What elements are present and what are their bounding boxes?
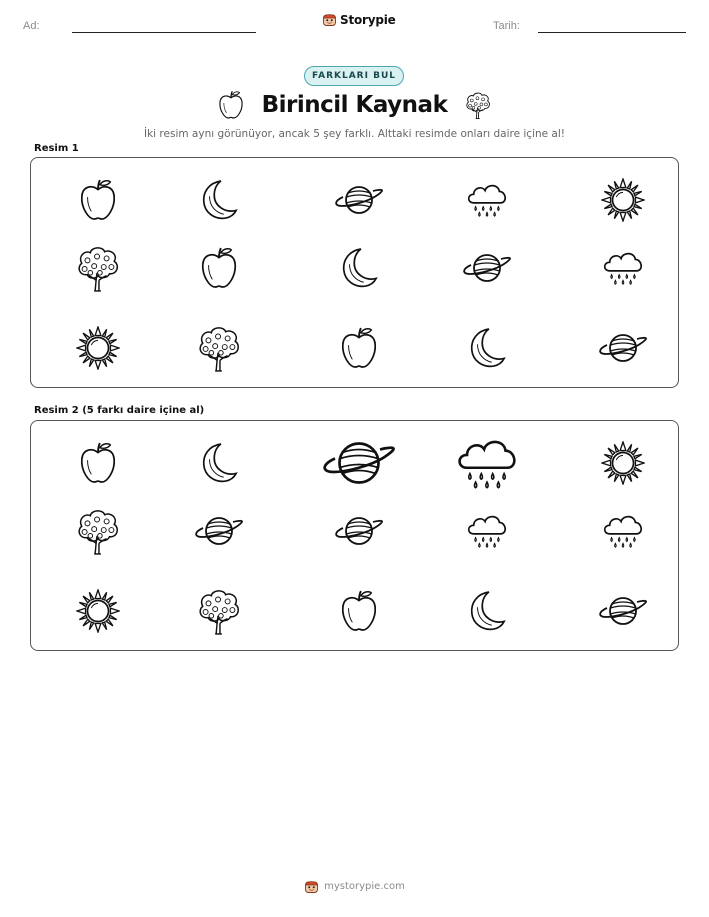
planet-icon[interactable] bbox=[193, 515, 245, 547]
apple-icon bbox=[340, 326, 378, 370]
picture2-label: Resim 2 (5 farkı daire içine al) bbox=[34, 405, 205, 416]
moon-icon bbox=[340, 247, 378, 289]
picture1-label: Resim 1 bbox=[34, 143, 79, 154]
cloud-icon[interactable] bbox=[601, 512, 645, 550]
date-label: Tarih: bbox=[493, 20, 520, 32]
storypie-mascot-icon bbox=[322, 12, 337, 27]
footer bbox=[0, 879, 709, 894]
apple-icon bbox=[79, 178, 117, 222]
tree-icon bbox=[197, 324, 241, 372]
tree-icon bbox=[465, 90, 491, 120]
cloud-icon bbox=[465, 181, 509, 219]
title-row bbox=[0, 90, 709, 120]
planet-icon bbox=[333, 184, 385, 216]
name-label: Ad: bbox=[23, 20, 40, 32]
brand-name: Storypie bbox=[340, 12, 396, 27]
page-title: Birincil Kaynak bbox=[261, 92, 448, 118]
apple-icon[interactable] bbox=[79, 441, 117, 485]
moon-icon bbox=[200, 179, 238, 221]
tree-icon bbox=[76, 244, 120, 292]
tree-icon[interactable] bbox=[197, 587, 241, 635]
instructions: İki resim aynı görünüyor, ancak 5 şey farklı. Alttaki resimde onları daire içine al! bbox=[144, 128, 565, 140]
footer-url[interactable]: mystorypie.com bbox=[324, 881, 405, 892]
apple-icon bbox=[218, 90, 244, 120]
sun-icon[interactable] bbox=[76, 589, 120, 633]
planet-icon[interactable] bbox=[597, 595, 649, 627]
planet-icon[interactable] bbox=[333, 515, 385, 547]
moon-icon[interactable] bbox=[468, 590, 506, 632]
cloud-icon bbox=[601, 249, 645, 287]
picture1-panel bbox=[30, 157, 679, 388]
worksheet-type-badge: FARKLARI BUL bbox=[304, 66, 404, 86]
apple-icon[interactable] bbox=[340, 589, 378, 633]
sun-icon bbox=[76, 326, 120, 370]
planet-icon[interactable] bbox=[320, 439, 398, 487]
planet-icon bbox=[461, 252, 513, 284]
apple-icon bbox=[200, 246, 238, 290]
date-line[interactable] bbox=[538, 32, 686, 33]
name-line[interactable] bbox=[72, 32, 256, 33]
moon-icon bbox=[468, 327, 506, 369]
storypie-mascot-icon bbox=[304, 879, 319, 894]
cloud-icon[interactable] bbox=[465, 512, 509, 550]
sun-icon[interactable] bbox=[601, 441, 645, 485]
tree-icon[interactable] bbox=[76, 507, 120, 555]
picture2-panel[interactable] bbox=[30, 420, 679, 651]
moon-icon[interactable] bbox=[200, 442, 238, 484]
planet-icon bbox=[597, 332, 649, 364]
brand-logo bbox=[322, 12, 396, 27]
sun-icon bbox=[601, 178, 645, 222]
cloud-icon[interactable] bbox=[454, 435, 520, 492]
